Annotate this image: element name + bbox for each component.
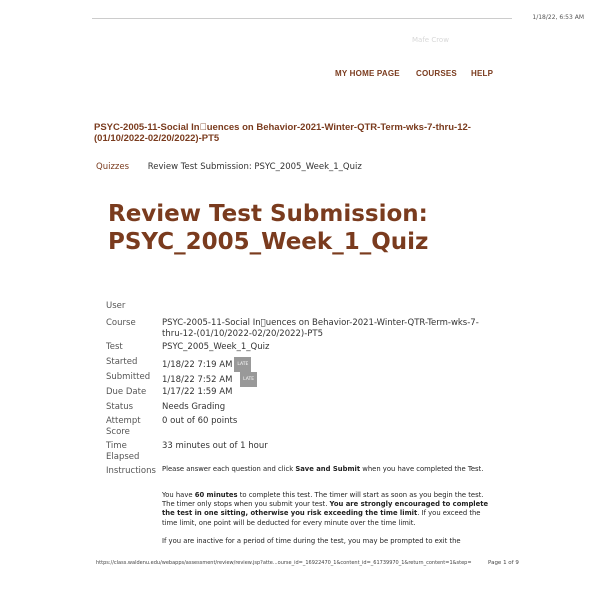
page-title-line-1: Review Test Submission: — [108, 201, 428, 227]
time-elapsed-label — [106, 441, 139, 463]
submitted-value: 1/18/22 7:52 AM — [162, 375, 233, 385]
instructions-label: Instructions — [106, 466, 156, 476]
nav-my-home-page[interactable]: MY HOME PAGE — [335, 69, 400, 78]
started-value: 1/18/22 7:19 AM — [162, 360, 233, 370]
page-title — [108, 200, 428, 256]
instructions-emphasis: 60 minutes — [194, 491, 238, 499]
due-date-value: 1/17/22 1:59 AM — [162, 387, 233, 397]
instructions-text: Please answer each question and click — [162, 465, 296, 473]
time-label-line-1: Time — [106, 441, 127, 451]
course-title[interactable]: PSYC-2005-11-Social In uences on Behavior-2021-Winter-QTR-Term-wks-7-thru-12-(01/10/2022-02/20/2022)-PT5 — [94, 122, 471, 144]
instructions-text: . If you exceed the time limit, one point will be deducted for every minute over the time limit. — [162, 509, 481, 527]
course-label: Course — [106, 318, 136, 328]
started-label: Started — [106, 357, 138, 367]
late-badge: LATE — [234, 357, 251, 372]
test-label: Test — [106, 342, 123, 352]
started-row — [162, 357, 251, 372]
user-label: User — [106, 301, 126, 311]
due-date-label: Due Date — [106, 387, 147, 397]
instructions-emphasis: You are strongly encouraged to complete the test in one sitting, otherwise you risk exceeding the time limit — [162, 500, 489, 518]
instructions-text: to complete this test. The timer will start as soon as you begin the test. The timer only stops when you submit your test. — [162, 491, 484, 509]
late-badge: LATE — [240, 372, 257, 387]
attempt-label-line-1: Attempt — [106, 416, 141, 426]
instructions-paragraph-3: If you are inactive for a period of time during the test, you may be prompted to exit the — [162, 537, 461, 545]
instructions-paragraph-1 — [162, 465, 490, 474]
instructions-paragraph-2 — [162, 491, 490, 528]
test-value: PSYC_2005_Week_1_Quiz — [162, 342, 270, 352]
page-title-line-2: PSYC_2005_Week_1_Quiz — [108, 229, 429, 255]
course-value: PSYC-2005-11-Social In uences on Behavior-2021-Winter-QTR-Term-wks-7-thru-12-(01/10/2022-02/20/2022)-PT5 — [162, 318, 479, 339]
nav-help[interactable]: HELP — [471, 69, 494, 78]
footer-page-number: Page 1 of 9 — [488, 560, 519, 566]
instructions-text: You have — [162, 491, 195, 499]
submitted-row — [162, 372, 257, 387]
breadcrumb — [96, 162, 362, 172]
instructions-text: when you have completed the Test. — [360, 465, 484, 473]
instructions-emphasis: Save and Submit — [295, 465, 361, 473]
status-value: Needs Grading — [162, 402, 226, 412]
submitted-label: Submitted — [106, 372, 151, 382]
footer-url: https://class.waldenu.edu/webapps/assessment/review/review.jsp?atte...ourse_id=_16922470_1&content_id=_61739970_1&return_content=1&step= — [96, 560, 472, 566]
attempt-score-value: 0 out of 60 points — [162, 416, 238, 426]
time-label-line-2: Elapsed — [106, 452, 140, 462]
breadcrumb-quizzes-link[interactable]: Quizzes — [96, 162, 130, 172]
header-divider — [92, 18, 512, 19]
user-name[interactable]: Mafe Crow — [412, 36, 449, 44]
nav-courses[interactable]: COURSES — [416, 69, 457, 78]
attempt-score-label — [106, 416, 141, 438]
print-timestamp: 1/18/22, 6:53 AM — [532, 14, 584, 21]
breadcrumb-current: Review Test Submission: PSYC_2005_Week_1_Quiz — [147, 162, 362, 172]
status-label: Status — [106, 402, 134, 412]
time-elapsed-value: 33 minutes out of 1 hour — [162, 441, 268, 451]
attempt-label-line-2: Score — [106, 427, 130, 437]
